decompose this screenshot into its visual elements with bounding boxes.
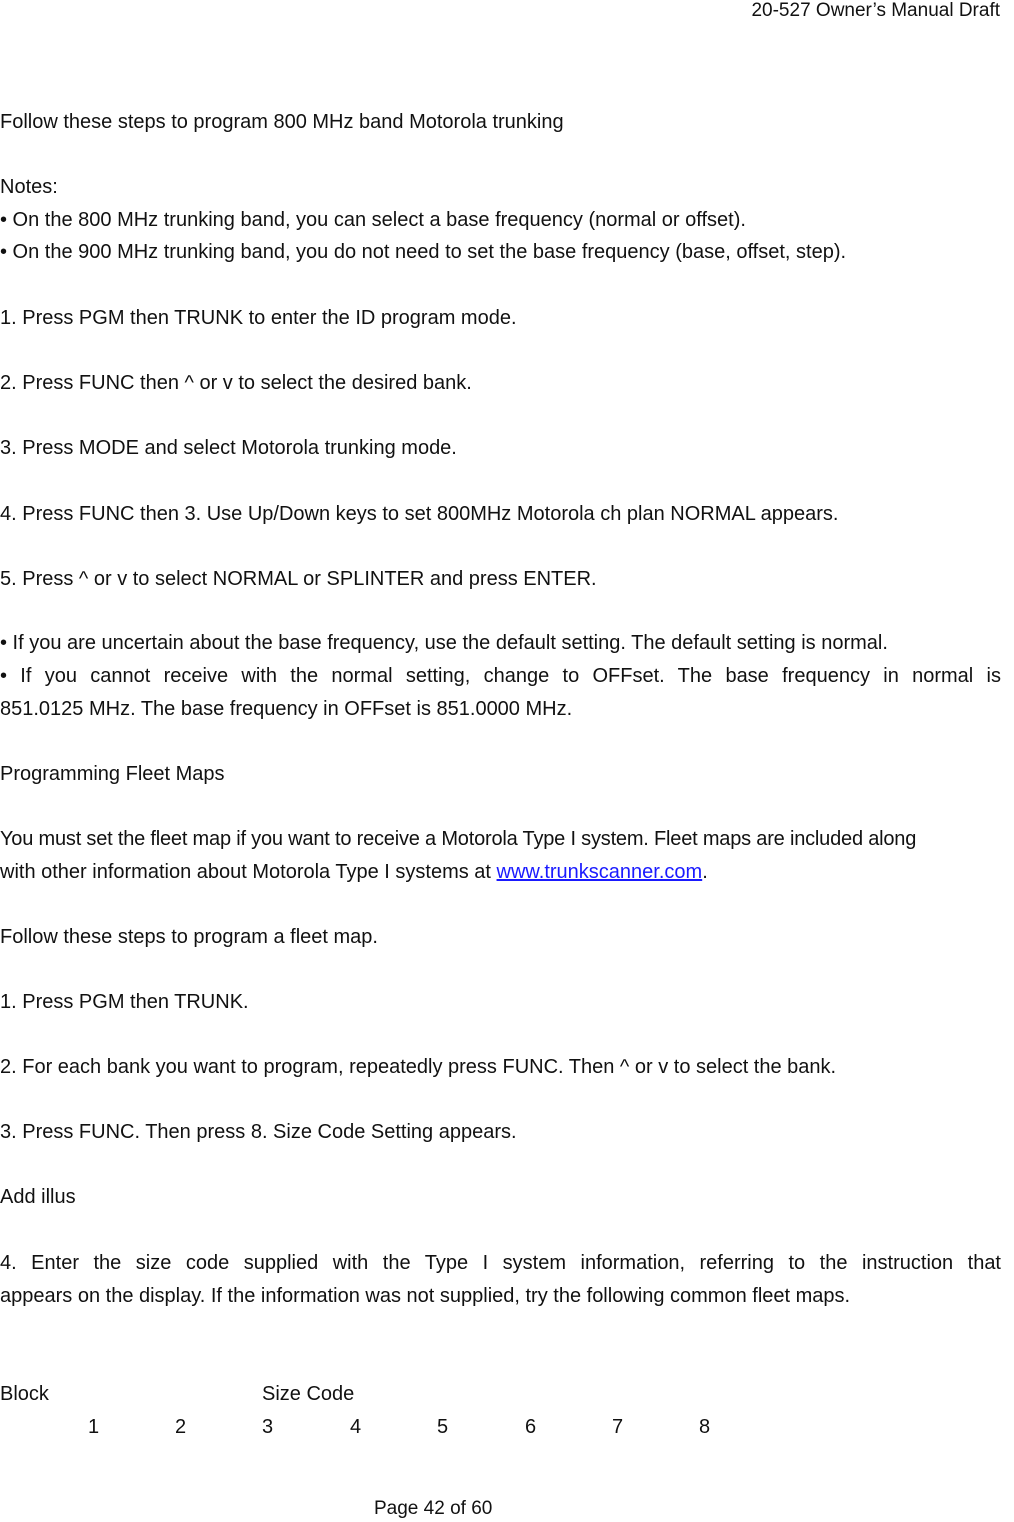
fleet-paragraph-suffix: . — [702, 861, 708, 883]
intro-text: Follow these steps to program 800 MHz band Motorola trunking — [0, 111, 564, 133]
page-number: Page 42 of 60 — [374, 1498, 493, 1519]
document-header: 20-527 Owner’s Manual Draft — [751, 0, 1000, 21]
size-code-4: 4 — [350, 1416, 362, 1438]
block-label: Block — [0, 1383, 49, 1405]
note-800mhz: • On the 800 MHz trunking band, you can select a base frequency (normal or offset). — [0, 209, 746, 231]
bullet-offset-line2: 851.0125 MHz. The base frequency in OFFset is 851.0000 MHz. — [0, 698, 573, 720]
size-code-6: 6 — [525, 1416, 537, 1438]
trunkscanner-link[interactable]: www.trunkscanner.com — [496, 861, 703, 883]
fleet-paragraph-prefix: with other information about Motorola Type I systems at — [0, 861, 497, 883]
size-code-8: 8 — [699, 1416, 711, 1438]
size-code-5: 5 — [437, 1416, 449, 1438]
add-illus-note: Add illus — [0, 1186, 76, 1208]
size-code-2: 2 — [175, 1416, 187, 1438]
fleet-paragraph-line1: You must set the fleet map if you want to receive a Motorola Type I system. Fleet maps are included along — [0, 828, 917, 850]
fleet-step-1: 1. Press PGM then TRUNK. — [0, 991, 249, 1013]
section-title-fleet-maps: Programming Fleet Maps — [0, 763, 225, 785]
size-code-label: Size Code — [262, 1383, 355, 1405]
bullet-default-setting: • If you are uncertain about the base frequency, use the default setting. The default setting is normal. — [0, 632, 888, 654]
fleet-intro: Follow these steps to program a fleet map. — [0, 926, 378, 948]
fleet-step-2: 2. For each bank you want to program, repeatedly press FUNC. Then ^ or v to select the bank. — [0, 1056, 837, 1078]
notes-title: Notes: — [0, 176, 58, 198]
step-5: 5. Press ^ or v to select NORMAL or SPLINTER and press ENTER. — [0, 568, 597, 590]
fleet-step-4-line1: 4. Enter the size code supplied with the Type I system information, referring to the instruction that — [0, 1252, 1001, 1274]
bullet-offset-line1: • If you cannot receive with the normal setting, change to OFFset. The base frequency in normal is — [0, 665, 1001, 687]
size-code-3: 3 — [262, 1416, 274, 1438]
step-4: 4. Press FUNC then 3. Use Up/Down keys to set 800MHz Motorola ch plan NORMAL appears. — [0, 503, 839, 525]
fleet-step-4-line2: appears on the display. If the information was not supplied, try the following common fleet maps. — [0, 1285, 851, 1307]
note-900mhz: • On the 900 MHz trunking band, you do not need to set the base frequency (base, offset, step). — [0, 241, 847, 263]
step-1: 1. Press PGM then TRUNK to enter the ID program mode. — [0, 307, 517, 329]
fleet-step-3: 3. Press FUNC. Then press 8. Size Code Setting appears. — [0, 1121, 517, 1143]
step-3: 3. Press MODE and select Motorola trunking mode. — [0, 437, 457, 459]
step-2: 2. Press FUNC then ^ or v to select the desired bank. — [0, 372, 472, 394]
size-code-7: 7 — [612, 1416, 624, 1438]
size-code-1: 1 — [88, 1416, 100, 1438]
fleet-paragraph-line2 — [0, 860, 708, 884]
